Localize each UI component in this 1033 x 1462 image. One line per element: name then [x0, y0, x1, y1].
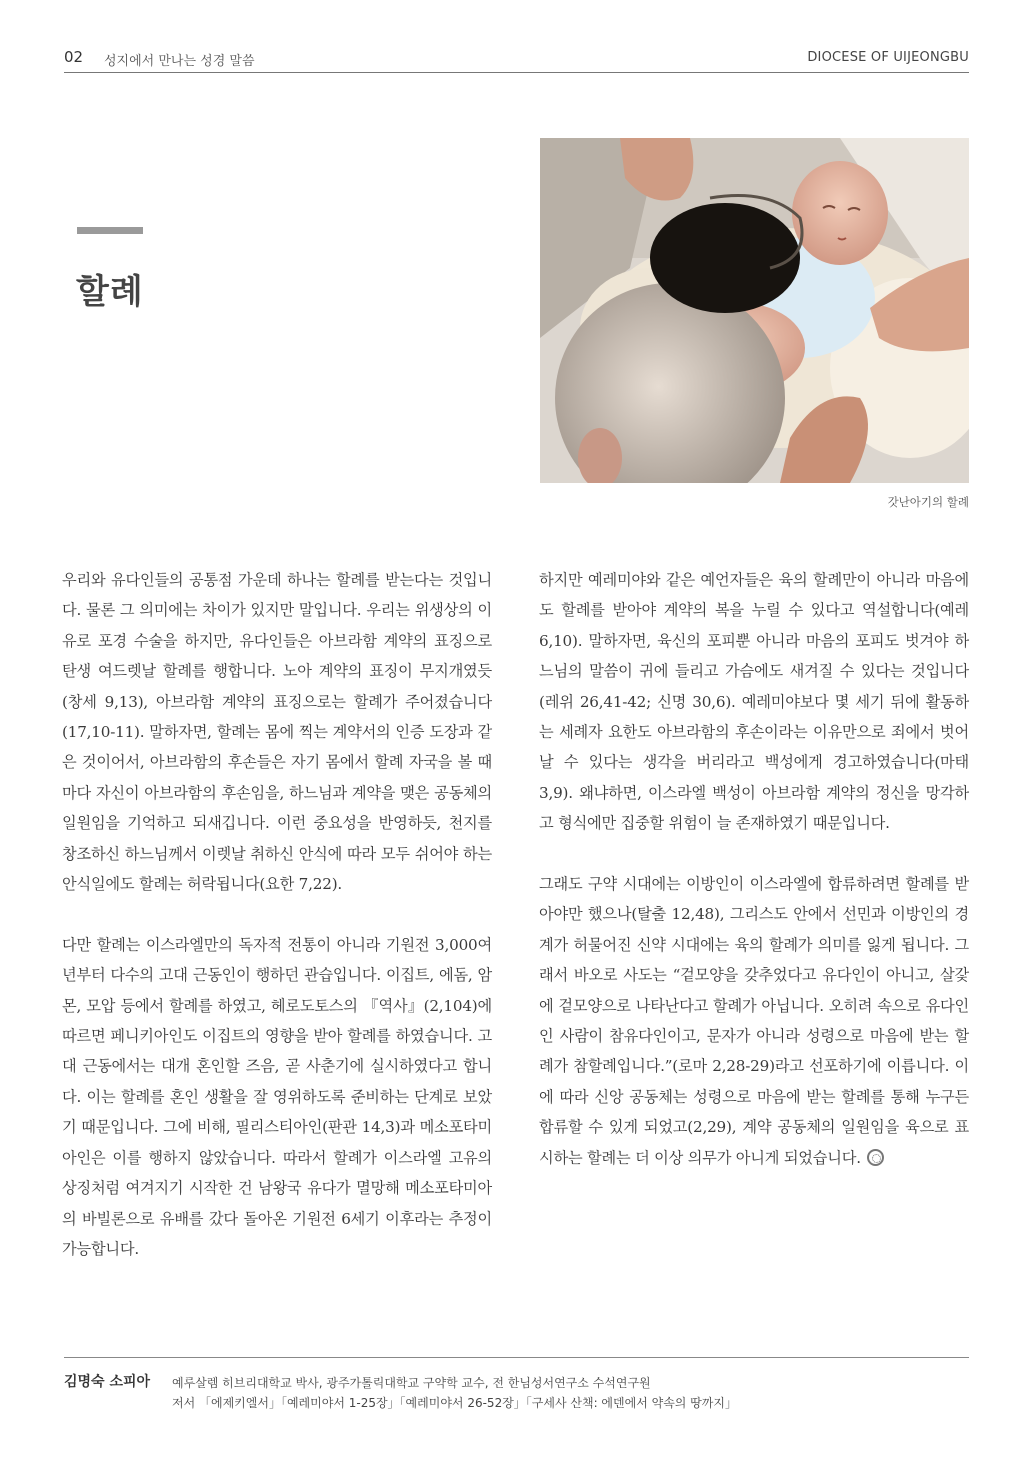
paragraph: 하지만 예레미야와 같은 예언자들은 육의 할례만이 아니라 마음에도 할례를 받아야 계약의 복을 누릴 수 있다고 역설합니다(예레 6,10). 말하자면, 육신의 포피뿐 아니라 마음의 포피도 벗겨야 하느님의 말씀이 귀에 들리고 가슴에도 새겨질 수 있다는 것입니다(레위 26,41-42; 신명 30,6). 예레미야보다 몇 세기 뒤에 활동하는 세례자 요한도 아브라함의 후손이라는 이유만으로 죄에서 벗어날 수 있다는 생각을 버리라고 백성에게 경고하였습니다(마태 3,9). 왜냐하면, 이스라엘 백성이 아브라함 계약의 정신을 망각하고 형식에만 집중할 위험이 늘 존재하였기 때문입니다.: [539, 571, 969, 833]
author-name: 김명숙 소피아: [64, 1374, 151, 1390]
article-column-left: [62, 565, 492, 1295]
article-column-right: [539, 565, 969, 1204]
photo-illustration: [540, 138, 969, 483]
paragraph-text: 그래도 구약 시대에는 이방인이 이스라엘에 합류하려면 할례를 받아야만 했으나(탈출 12,48), 그리스도 안에서 선민과 이방인의 경계가 허물어진 신약 시대에는 육의 할례가 의미를 잃게 됩니다. 그래서 바오로 사도는 “겉모양을 갖추었다고 유다인이 아니고, 살갗에 겉모양으로 나타난다고 할례가 아닙니다. 오히려 속으로 유다인인 사람이 참유다인이고, 문자가 아니라 성령으로 마음에 받는 할례가 참할례입니다.”(로마 2,28-29)라고 선포하기에 이릅니다. 이에 따라 신앙 공동체는 성령으로 마음에 받는 할례를 통해 누구든 합류할 수 있게 되었고(2,29), 계약 공동체의 일원임을 육으로 표시하는 할례는 더 이상 의무가 아니게 되었습니다.: [539, 875, 969, 1167]
end-mark-icon: [867, 1149, 884, 1166]
article-title: 할례: [76, 272, 144, 312]
page-number: 02: [64, 48, 84, 66]
section-title: 성지에서 만나는 성경 말씀: [104, 54, 255, 69]
photo-caption: 갓난아기의 할례: [887, 495, 969, 509]
paragraph-last: [539, 869, 969, 1173]
paragraph: 우리와 유다인들의 공통점 가운데 하나는 할례를 받는다는 것입니다. 물론 그 의미에는 차이가 있지만 말입니다. 우리는 위생상의 이유로 포경 수술을 하지만, 유다인들은 아브라함 계약의 표징으로 탄생 여드렛날 할례를 행합니다. 노아 계약의 표징이 무지개였듯(창세 9,13), 아브라함 계약의 표징으로는 할례가 주어졌습니다(17,10-11). 말하자면, 할례는 몸에 찍는 계약서의 인증 도장과 같은 것이어서, 아브라함의 후손들은 자기 몸에서 할례 자국을 볼 때마다 자신이 아브라함의 후손임을, 하느님과 계약을 맺은 공동체의 일원임을 기억하고 되새깁니다. 이런 중요성을 반영하듯, 천지를 창조하신 하느님께서 이렛날 취하신 안식에 따라 모두 쉬어야 하는 안식일에도 할례는 허락됩니다(요한 7,22).: [62, 571, 492, 894]
title-accent-bar: [77, 227, 143, 234]
footer-divider: [64, 1357, 969, 1358]
publisher-name: DIOCESE OF UIJEONGBU: [807, 50, 969, 65]
author-bio-line: 예루살렘 히브리대학교 박사, 광주가톨릭대학교 구약학 교수, 전 한님성서연구소 수석연구원: [172, 1376, 651, 1390]
paragraph: 다만 할례는 이스라엘만의 독자적 전통이 아니라 기원전 3,000여 년부터 다수의 고대 근동인이 행하던 관습입니다. 이집트, 에돔, 암몬, 모압 등에서 할례를 하였고, 헤로도토스의 『역사』(2,104)에 따르면 페니키아인도 이집트의 영향을 받아 할례를 하였습니다. 고대 근동에서는 대개 혼인할 즈음, 곧 사춘기에 실시하였다고 합니다. 이는 할례를 혼인 생활을 잘 영위하도록 준비하는 단계로 보았기 때문입니다. 그에 비해, 필리스티아인(판관 14,3)과 메소포타미아인은 이를 행하지 않았습니다. 따라서 할례가 이스라엘 고유의 상징처럼 여겨지기 시작한 건 남왕국 유다가 멸망해 메소포타미아의 바빌론으로 유배를 갔다 돌아온 기원전 6세기 이후라는 추정이 가능합니다.: [62, 935, 492, 1258]
circumcision-photo: [540, 138, 969, 483]
page-header: [64, 46, 969, 73]
author-books-line: 저서 「에제키엘서」「예레미야서 1-25장」「예레미야서 26-52장」「구세사 산책: 에덴에서 약속의 땅까지」: [172, 1396, 737, 1410]
